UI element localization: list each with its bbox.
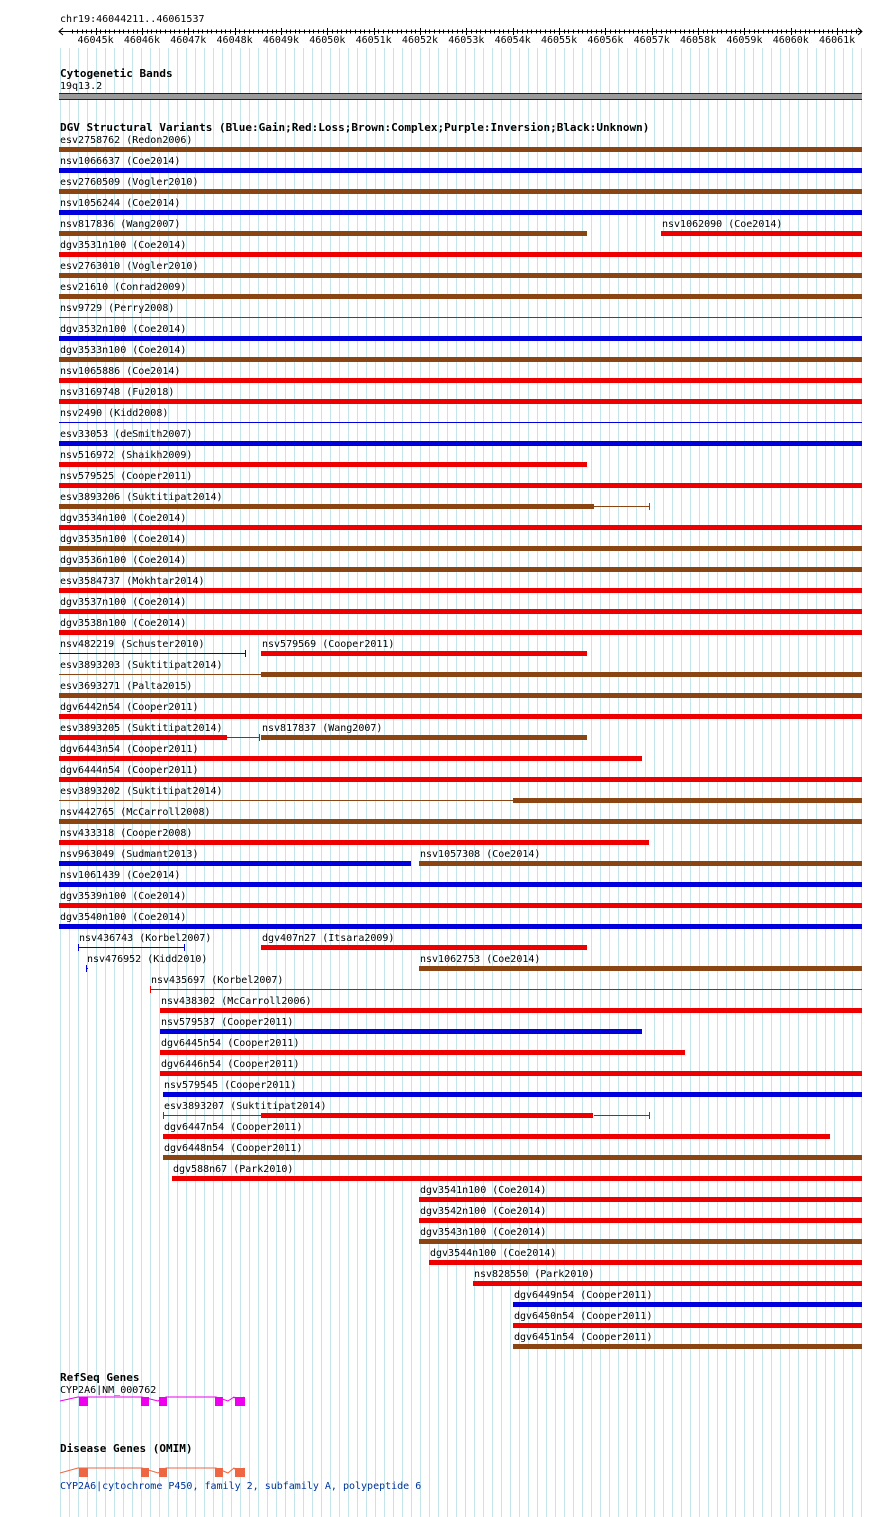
dgv-variant-bar <box>160 1029 642 1034</box>
refseq-track-title[interactable]: RefSeq Genes <box>60 1371 140 1384</box>
dgv-variant-bar <box>59 273 862 278</box>
dgv-variant-label: nsv1061439 (Coe2014) <box>60 870 181 881</box>
ruler-tick-label: 46052k <box>401 35 439 46</box>
omim-gene-model[interactable] <box>58 1465 258 1481</box>
dgv-variant-bar <box>59 924 862 929</box>
dgv-variant-bar <box>261 735 587 740</box>
dgv-variant-label: esv33053 (deSmith2007) <box>60 429 193 440</box>
dgv-variant-label: nsv817837 (Wang2007) <box>262 723 383 734</box>
dgv-variant-bar <box>59 422 862 423</box>
ruler-tick-label: 46056k <box>587 35 624 46</box>
dgv-variant-label: esv2760509 (Vogler2010) <box>60 177 199 188</box>
omim-exon <box>141 1468 149 1477</box>
dgv-variant-end-cap <box>245 650 246 657</box>
dgv-variant-label: nsv438302 (McCarroll2006) <box>161 996 312 1007</box>
dgv-variant-bar <box>419 861 862 866</box>
dgv-variant-bar <box>59 441 862 446</box>
dgv-variant-bar <box>163 1134 830 1139</box>
dgv-variant-bar <box>513 1302 862 1307</box>
omim-gene-label[interactable]: CYP2A6|cytochrome P450, family 2, subfamily A, polypeptide 6 <box>60 1481 422 1492</box>
ruler-tick-label: 46059k <box>726 35 763 46</box>
dgv-variant-bar <box>160 1050 685 1055</box>
dgv-variant-start-cap <box>78 944 79 951</box>
dgv-variant-label: dgv3543n100 (Coe2014) <box>420 1227 547 1238</box>
dgv-variant-label: nsv579569 (Cooper2011) <box>262 639 395 650</box>
dgv-variant-bar <box>513 798 862 803</box>
dgv-variant-bar <box>59 483 862 488</box>
dgv-variant-label: dgv3544n100 (Coe2014) <box>430 1248 557 1259</box>
dgv-variant-bar <box>419 1218 862 1223</box>
ruler-tick-label: 46049k <box>262 35 300 46</box>
dgv-variant-label: dgv3537n100 (Coe2014) <box>60 597 187 608</box>
ruler-tick-label: 46048k <box>216 35 253 46</box>
dgv-variant-bar <box>261 672 862 677</box>
dgv-variant-label: nsv1062090 (Coe2014) <box>662 219 783 230</box>
dgv-variant-bar <box>59 504 594 509</box>
refseq-gene-label[interactable]: CYP2A6|NM_000762 <box>60 1385 157 1396</box>
dgv-variant-label: esv3693271 (Palta2015) <box>60 681 193 692</box>
dgv-variant-label: dgv588n67 (Park2010) <box>173 1164 294 1175</box>
dgv-variant-label: nsv1057308 (Coe2014) <box>420 849 541 860</box>
omim-exon <box>79 1468 88 1477</box>
ruler-tick-label: 46050k <box>309 35 346 46</box>
dgv-variant-extent-line <box>227 737 259 738</box>
ruler-tick-label: 46055k <box>540 35 578 46</box>
dgv-variant-bar <box>419 966 862 971</box>
omim-exon <box>235 1468 245 1477</box>
omim-exon <box>159 1468 167 1477</box>
dgv-variant-label: nsv1065886 (Coe2014) <box>60 366 181 377</box>
dgv-variant-label: esv2758762 (Redon2006) <box>60 135 193 146</box>
dgv-variant-bar <box>59 168 862 173</box>
dgv-variant-bar <box>59 735 227 740</box>
dgv-variant-label: nsv482219 (Schuster2010) <box>60 639 205 650</box>
dgv-variant-label: nsv516972 (Shaikh2009) <box>60 450 193 461</box>
dgv-variant-label: nsv2490 (Kidd2008) <box>60 408 169 419</box>
refseq-exon <box>141 1397 149 1406</box>
dgv-variant-bar <box>59 252 862 257</box>
dgv-variant-bar <box>59 777 862 782</box>
dgv-variant-bar <box>59 653 245 654</box>
refseq-gene-model[interactable] <box>58 1394 258 1410</box>
cytoband-track-title[interactable]: Cytogenetic Bands <box>60 67 173 80</box>
dgv-variant-label: nsv3169748 (Fu2018) <box>60 387 175 398</box>
dgv-variant-label: esv3893202 (Suktitipat2014) <box>60 786 223 797</box>
dgv-variant-bar <box>513 1323 862 1328</box>
dgv-variant-bar <box>261 1113 593 1118</box>
dgv-variant-label: nsv963049 (Sudmant2013) <box>60 849 199 860</box>
dgv-variant-bar <box>59 903 862 908</box>
dgv-variant-label: dgv3539n100 (Coe2014) <box>60 891 187 902</box>
dgv-variant-bar <box>59 317 862 318</box>
dgv-variant-label: esv2763010 (Vogler2010) <box>60 261 199 272</box>
dgv-variant-label: dgv3531n100 (Coe2014) <box>60 240 187 251</box>
dgv-variant-bar <box>59 189 862 194</box>
dgv-variant-bar <box>59 714 862 719</box>
omim-exon <box>215 1468 223 1477</box>
dgv-variant-label: dgv407n27 (Itsara2009) <box>262 933 395 944</box>
dgv-variant-label: dgv6449n54 (Cooper2011) <box>514 1290 653 1301</box>
dgv-track-title[interactable]: DGV Structural Variants (Blue:Gain;Red:Loss;Brown:Complex;Purple:Inversion;Black:Unknown) <box>60 121 650 134</box>
dgv-variant-bar <box>59 567 862 572</box>
dgv-variant-label: nsv579525 (Cooper2011) <box>60 471 193 482</box>
dgv-variant-label: nsv579545 (Cooper2011) <box>164 1080 297 1091</box>
dgv-variant-label: dgv3533n100 (Coe2014) <box>60 345 187 356</box>
dgv-variant-label: nsv1066637 (Coe2014) <box>60 156 181 167</box>
dgv-variant-label: dgv3536n100 (Coe2014) <box>60 555 187 566</box>
dgv-variant-end-cap <box>649 503 650 510</box>
dgv-variant-label: esv3893203 (Suktitipat2014) <box>60 660 223 671</box>
dgv-variant-start-cap <box>150 986 151 993</box>
dgv-variant-bar <box>59 882 862 887</box>
ruler-tick-label: 46045k <box>77 35 114 46</box>
dgv-variant-label: dgv3541n100 (Coe2014) <box>420 1185 547 1196</box>
dgv-variant-bar <box>261 945 587 950</box>
ruler-tick-label: 46060k <box>772 35 809 46</box>
dgv-variant-label: nsv817836 (Wang2007) <box>60 219 181 230</box>
dgv-variant-label: dgv6448n54 (Cooper2011) <box>164 1143 303 1154</box>
dgv-variant-bar <box>59 462 587 467</box>
dgv-variant-label: nsv476952 (Kidd2010) <box>87 954 208 965</box>
dgv-variant-bar <box>59 231 587 236</box>
dgv-variant-bar <box>59 819 862 824</box>
dgv-variant-label: nsv9729 (Perry2008) <box>60 303 175 314</box>
refseq-exon <box>235 1397 245 1406</box>
dgv-variant-extent-line <box>594 1115 650 1116</box>
ruler-tick-label: 46058k <box>680 35 717 46</box>
cytoband-ideogram[interactable] <box>59 93 862 100</box>
dgv-variant-bar <box>59 840 649 845</box>
refseq-exon <box>79 1397 88 1406</box>
dgv-variant-bar <box>661 231 862 236</box>
dgv-variant-label: nsv442765 (McCarroll2008) <box>60 807 211 818</box>
dgv-variant-label: nsv828550 (Park2010) <box>474 1269 595 1280</box>
dgv-variant-label: dgv6443n54 (Cooper2011) <box>60 744 199 755</box>
dgv-variant-extent-line <box>59 800 513 801</box>
dgv-variant-label: dgv3542n100 (Coe2014) <box>420 1206 547 1217</box>
dgv-variant-label: dgv6451n54 (Cooper2011) <box>514 1332 653 1343</box>
dgv-variant-bar <box>160 1008 862 1013</box>
dgv-variant-label: dgv3534n100 (Coe2014) <box>60 513 187 524</box>
dgv-variant-bar <box>59 756 642 761</box>
omim-track-title[interactable]: Disease Genes (OMIM) <box>60 1442 193 1455</box>
coordinate-readout: chr19:46044211..46061537 <box>60 14 205 25</box>
dgv-variant-bar <box>59 399 862 404</box>
dgv-variant-label: nsv1056244 (Coe2014) <box>60 198 181 209</box>
dgv-variant-start-cap <box>86 965 87 972</box>
dgv-variant-bar <box>59 357 862 362</box>
dgv-variant-bar <box>59 693 862 698</box>
dgv-variant-label: esv3584737 (Mokhtar2014) <box>60 576 205 587</box>
dgv-variant-label: esv3893207 (Suktitipat2014) <box>164 1101 327 1112</box>
dgv-variant-bar <box>59 609 862 614</box>
ruler-tick-label: 46047k <box>170 35 207 46</box>
dgv-variant-label: nsv435697 (Korbel2007) <box>151 975 284 986</box>
dgv-variant-label: nsv1062753 (Coe2014) <box>420 954 541 965</box>
dgv-variant-bar <box>473 1281 862 1286</box>
dgv-variant-bar <box>419 1197 862 1202</box>
dgv-variant-bar <box>59 378 862 383</box>
dgv-variant-extent-line <box>163 1115 261 1116</box>
dgv-variant-bar <box>59 861 411 866</box>
dgv-variant-bar <box>59 147 862 152</box>
dgv-variant-label: esv21610 (Conrad2009) <box>60 282 187 293</box>
refseq-exon <box>159 1397 167 1406</box>
dgv-variant-bar <box>163 1092 862 1097</box>
dgv-variant-label: dgv6444n54 (Cooper2011) <box>60 765 199 776</box>
refseq-exon <box>215 1397 223 1406</box>
dgv-variant-bar <box>59 525 862 530</box>
dgv-variant-bar <box>429 1260 862 1265</box>
dgv-variant-bar <box>261 651 587 656</box>
dgv-variant-extent-line <box>594 506 650 507</box>
dgv-variant-label: dgv6450n54 (Cooper2011) <box>514 1311 653 1322</box>
dgv-variant-bar <box>160 1071 862 1076</box>
dgv-variant-end-cap <box>649 1112 650 1119</box>
dgv-variant-bar <box>59 210 862 215</box>
dgv-variant-label: dgv6446n54 (Cooper2011) <box>161 1059 300 1070</box>
dgv-variant-label: nsv579537 (Cooper2011) <box>161 1017 294 1028</box>
dgv-variant-bar <box>172 1176 862 1181</box>
dgv-variant-label: dgv3538n100 (Coe2014) <box>60 618 187 629</box>
ruler-tick-label: 46057k <box>633 35 670 46</box>
dgv-variant-bar <box>163 1155 862 1160</box>
dgv-variant-label: esv3893206 (Suktitipat2014) <box>60 492 223 503</box>
ruler-tick-label: 46046k <box>123 35 160 46</box>
dgv-variant-label: nsv436743 (Korbel2007) <box>79 933 212 944</box>
dgv-variant-bar <box>59 294 862 299</box>
dgv-variant-label: dgv6442n54 (Cooper2011) <box>60 702 199 713</box>
dgv-variant-end-cap <box>184 944 185 951</box>
dgv-variant-bar <box>59 336 862 341</box>
ruler-tick-label: 46061k <box>819 35 856 46</box>
dgv-variant-extent-line <box>59 674 261 675</box>
dgv-variant-start-cap <box>163 1112 164 1119</box>
ruler-tick-label: 46053k <box>448 35 485 46</box>
dgv-variant-bar <box>78 947 184 948</box>
dgv-variant-label: dgv6445n54 (Cooper2011) <box>161 1038 300 1049</box>
dgv-variant-bar <box>150 989 862 990</box>
dgv-variant-label: dgv6447n54 (Cooper2011) <box>164 1122 303 1133</box>
ruler-tick-label: 46051k <box>355 35 392 46</box>
dgv-variant-bar <box>59 546 862 551</box>
dgv-variant-bar <box>59 630 862 635</box>
cytoband-label: 19q13.2 <box>60 81 103 92</box>
dgv-variant-label: dgv3532n100 (Coe2014) <box>60 324 187 335</box>
dgv-variant-label: dgv3540n100 (Coe2014) <box>60 912 187 923</box>
dgv-variant-label: esv3893205 (Suktitipat2014) <box>60 723 223 734</box>
dgv-variant-label: nsv433318 (Cooper2008) <box>60 828 193 839</box>
ruler-tick-label: 46054k <box>494 35 531 46</box>
dgv-variant-label: dgv3535n100 (Coe2014) <box>60 534 187 545</box>
dgv-variant-bar <box>59 588 862 593</box>
dgv-variant-bar <box>419 1239 862 1244</box>
dgv-variant-bar <box>513 1344 862 1349</box>
dgv-variant-end-cap <box>259 734 260 741</box>
